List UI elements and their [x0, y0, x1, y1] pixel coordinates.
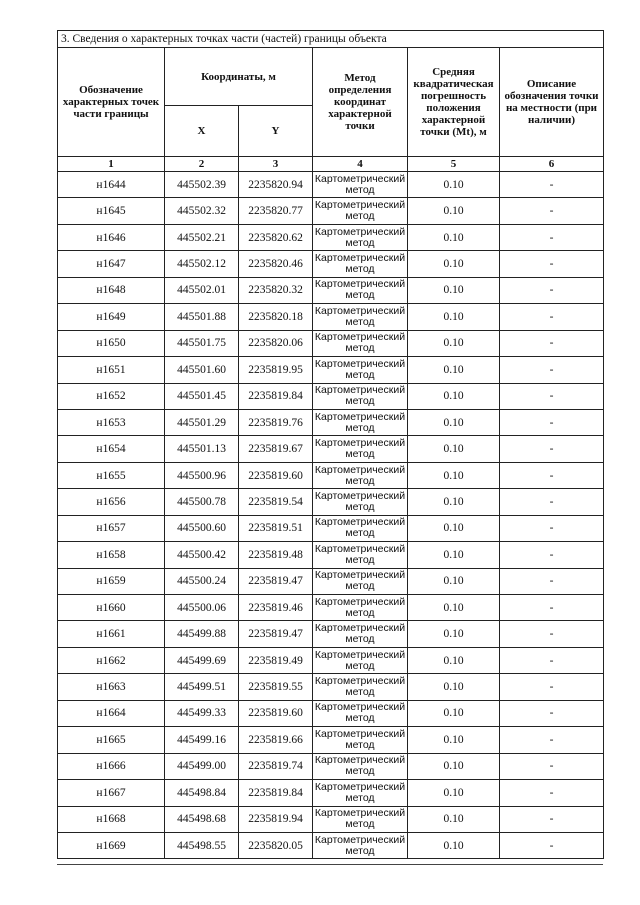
- method-line-1: Картометрический: [314, 780, 406, 793]
- method-cell: [313, 198, 408, 224]
- accuracy-value: 0.10: [408, 436, 500, 462]
- coord-y: 2235819.47: [239, 621, 313, 647]
- method-line-1: Картометрический: [314, 172, 406, 185]
- method-line-2: метод: [345, 712, 375, 725]
- method-line-2: метод: [345, 686, 375, 699]
- coord-x: 445498.68: [165, 806, 239, 832]
- accuracy-value: 0.10: [408, 647, 500, 673]
- method-cell: [313, 806, 408, 832]
- method-line-1: Картометрический: [314, 569, 406, 582]
- table-row: [58, 621, 604, 647]
- table-row: [58, 436, 604, 462]
- point-name: н1660: [58, 595, 165, 621]
- table-row: [58, 462, 604, 488]
- method-cell: [313, 832, 408, 858]
- point-name: н1668: [58, 806, 165, 832]
- accuracy-value: 0.10: [408, 198, 500, 224]
- coord-y: 2235819.54: [239, 489, 313, 515]
- boundary-points-table: [57, 30, 604, 859]
- table-row: [58, 595, 604, 621]
- page-divider: [57, 864, 603, 865]
- point-name: н1656: [58, 489, 165, 515]
- point-name: н1658: [58, 542, 165, 568]
- coord-y: 2235819.46: [239, 595, 313, 621]
- coord-y: 2235820.46: [239, 251, 313, 277]
- accuracy-value: 0.10: [408, 515, 500, 541]
- method-line-2: метод: [345, 844, 375, 857]
- method-line-2: метод: [345, 527, 375, 540]
- method-line-2: метод: [345, 659, 375, 672]
- coord-x: 445502.39: [165, 172, 239, 198]
- table-row: [58, 304, 604, 330]
- coord-y: 2235819.60: [239, 700, 313, 726]
- coord-y: 2235819.55: [239, 674, 313, 700]
- coord-y: 2235819.66: [239, 727, 313, 753]
- method-line-1: Картометрический: [314, 754, 406, 767]
- method-line-1: Картометрический: [314, 410, 406, 423]
- point-name: н1649: [58, 304, 165, 330]
- coord-x: 445502.01: [165, 277, 239, 303]
- point-name: н1662: [58, 647, 165, 673]
- coord-y: 2235819.74: [239, 753, 313, 779]
- coord-y: 2235819.67: [239, 436, 313, 462]
- point-description: -: [500, 674, 604, 700]
- point-name: н1650: [58, 330, 165, 356]
- point-description: -: [500, 727, 604, 753]
- point-description: -: [500, 806, 604, 832]
- point-description: -: [500, 357, 604, 383]
- method-cell: [313, 674, 408, 700]
- method-cell: [313, 753, 408, 779]
- table-row: [58, 806, 604, 832]
- method-line-2: метод: [345, 263, 375, 276]
- method-line-1: Картометрический: [314, 357, 406, 370]
- point-description: -: [500, 383, 604, 409]
- coord-x: 445498.55: [165, 832, 239, 858]
- method-line-1: Картометрический: [314, 278, 406, 291]
- point-description: -: [500, 304, 604, 330]
- table-row: [58, 647, 604, 673]
- method-line-1: Картометрический: [314, 489, 406, 502]
- method-cell: [313, 621, 408, 647]
- method-line-2: метод: [345, 633, 375, 646]
- method-cell: [313, 383, 408, 409]
- method-line-2: метод: [345, 580, 375, 593]
- method-cell: [313, 409, 408, 435]
- coord-x: 445502.12: [165, 251, 239, 277]
- coord-x: 445500.42: [165, 542, 239, 568]
- section-title: 3. Сведения о характерных точках части (частей) границы объекта: [58, 31, 604, 48]
- method-line-2: метод: [345, 765, 375, 778]
- coord-y: 2235819.76: [239, 409, 313, 435]
- method-line-2: метод: [345, 500, 375, 513]
- accuracy-value: 0.10: [408, 832, 500, 858]
- method-cell: [313, 277, 408, 303]
- method-line-1: Картометрический: [314, 225, 406, 238]
- coord-x: 445502.21: [165, 224, 239, 250]
- point-description: -: [500, 780, 604, 806]
- method-line-1: Картометрический: [314, 199, 406, 212]
- header-designation: Обозначение характерных точек части границы: [58, 48, 165, 157]
- point-name: н1666: [58, 753, 165, 779]
- point-description: -: [500, 251, 604, 277]
- point-description: -: [500, 489, 604, 515]
- point-name: н1669: [58, 832, 165, 858]
- point-name: н1654: [58, 436, 165, 462]
- method-cell: [313, 489, 408, 515]
- method-line-1: Картометрический: [314, 304, 406, 317]
- method-line-2: метод: [345, 315, 375, 328]
- coord-y: 2235820.18: [239, 304, 313, 330]
- method-line-1: Картометрический: [314, 833, 406, 846]
- method-line-2: метод: [345, 342, 375, 355]
- accuracy-value: 0.10: [408, 806, 500, 832]
- coord-y: 2235820.06: [239, 330, 313, 356]
- coord-x: 445499.51: [165, 674, 239, 700]
- table-row: [58, 251, 604, 277]
- point-name: н1645: [58, 198, 165, 224]
- method-cell: [313, 462, 408, 488]
- method-line-2: метод: [345, 818, 375, 831]
- method-line-2: метод: [345, 236, 375, 249]
- table-row: [58, 727, 604, 753]
- point-description: -: [500, 462, 604, 488]
- point-description: -: [500, 647, 604, 673]
- accuracy-value: 0.10: [408, 357, 500, 383]
- coord-y: 2235820.32: [239, 277, 313, 303]
- coord-y: 2235819.60: [239, 462, 313, 488]
- column-number: 3: [239, 157, 313, 172]
- coord-x: 445501.75: [165, 330, 239, 356]
- method-line-2: метод: [345, 606, 375, 619]
- accuracy-value: 0.10: [408, 595, 500, 621]
- header-row-1: [58, 48, 604, 106]
- accuracy-value: 0.10: [408, 780, 500, 806]
- column-number: 6: [500, 157, 604, 172]
- point-description: -: [500, 436, 604, 462]
- point-name: н1659: [58, 568, 165, 594]
- point-name: н1647: [58, 251, 165, 277]
- method-line-1: Картометрический: [314, 648, 406, 661]
- point-description: -: [500, 832, 604, 858]
- coord-x: 445501.45: [165, 383, 239, 409]
- method-cell: [313, 224, 408, 250]
- accuracy-value: 0.10: [408, 304, 500, 330]
- coord-x: 445499.00: [165, 753, 239, 779]
- method-cell: [313, 330, 408, 356]
- method-cell: [313, 727, 408, 753]
- coord-x: 445499.69: [165, 647, 239, 673]
- accuracy-value: 0.10: [408, 753, 500, 779]
- coord-y: 2235820.77: [239, 198, 313, 224]
- table-row: [58, 489, 604, 515]
- accuracy-value: 0.10: [408, 330, 500, 356]
- coord-x: 445501.29: [165, 409, 239, 435]
- method-line-1: Картометрический: [314, 542, 406, 555]
- table-row: [58, 753, 604, 779]
- coord-y: 2235819.95: [239, 357, 313, 383]
- coord-x: 445501.13: [165, 436, 239, 462]
- method-line-2: метод: [345, 448, 375, 461]
- accuracy-value: 0.10: [408, 568, 500, 594]
- header-coordinates: Координаты, м: [165, 48, 313, 106]
- method-line-1: Картометрический: [314, 701, 406, 714]
- coord-x: 445499.88: [165, 621, 239, 647]
- method-line-1: Картометрический: [314, 516, 406, 529]
- method-line-1: Картометрический: [314, 252, 406, 265]
- coord-x: 445500.60: [165, 515, 239, 541]
- table-row: [58, 515, 604, 541]
- header-description: Описание обозначения точки на местности (при наличии): [500, 48, 604, 157]
- coord-x: 445499.16: [165, 727, 239, 753]
- point-description: -: [500, 621, 604, 647]
- method-line-1: Картометрический: [314, 463, 406, 476]
- table-row: [58, 780, 604, 806]
- column-number: 2: [165, 157, 239, 172]
- document-page: [57, 30, 603, 859]
- table-row: [58, 409, 604, 435]
- method-line-2: метод: [345, 368, 375, 381]
- table-row: [58, 172, 604, 198]
- points-table-body: [58, 172, 604, 859]
- point-description: -: [500, 700, 604, 726]
- accuracy-value: 0.10: [408, 727, 500, 753]
- coord-x: 445500.78: [165, 489, 239, 515]
- coord-x: 445499.33: [165, 700, 239, 726]
- table-row: [58, 198, 604, 224]
- point-name: н1665: [58, 727, 165, 753]
- method-cell: [313, 595, 408, 621]
- coord-x: 445500.24: [165, 568, 239, 594]
- accuracy-value: 0.10: [408, 489, 500, 515]
- point-description: -: [500, 409, 604, 435]
- point-name: н1652: [58, 383, 165, 409]
- header-x: X: [165, 106, 239, 157]
- point-description: -: [500, 515, 604, 541]
- coord-x: 445502.32: [165, 198, 239, 224]
- coord-y: 2235819.84: [239, 383, 313, 409]
- point-name: н1664: [58, 700, 165, 726]
- method-line-1: Картометрический: [314, 675, 406, 688]
- coord-y: 2235819.94: [239, 806, 313, 832]
- point-description: -: [500, 568, 604, 594]
- accuracy-value: 0.10: [408, 383, 500, 409]
- header-method: Метод определения координат характерной точки: [313, 48, 408, 157]
- method-cell: [313, 357, 408, 383]
- accuracy-value: 0.10: [408, 542, 500, 568]
- method-line-2: метод: [345, 289, 375, 302]
- coord-x: 445500.96: [165, 462, 239, 488]
- accuracy-value: 0.10: [408, 409, 500, 435]
- header-y: Y: [239, 106, 313, 157]
- point-name: н1651: [58, 357, 165, 383]
- point-name: н1657: [58, 515, 165, 541]
- table-row: [58, 277, 604, 303]
- method-line-1: Картометрический: [314, 622, 406, 635]
- coord-x: 445500.06: [165, 595, 239, 621]
- coord-y: 2235819.47: [239, 568, 313, 594]
- point-description: -: [500, 330, 604, 356]
- method-cell: [313, 172, 408, 198]
- point-description: -: [500, 224, 604, 250]
- table-row: [58, 383, 604, 409]
- accuracy-value: 0.10: [408, 277, 500, 303]
- method-cell: [313, 780, 408, 806]
- coord-y: 2235820.94: [239, 172, 313, 198]
- coord-y: 2235819.84: [239, 780, 313, 806]
- method-cell: [313, 568, 408, 594]
- point-name: н1655: [58, 462, 165, 488]
- coord-y: 2235820.05: [239, 832, 313, 858]
- table-row: [58, 700, 604, 726]
- point-name: н1663: [58, 674, 165, 700]
- point-description: -: [500, 277, 604, 303]
- table-row: [58, 542, 604, 568]
- method-line-2: метод: [345, 738, 375, 751]
- header-accuracy: Средняя квадратическая погрешность положения характерной точки (Mt), м: [408, 48, 500, 157]
- point-description: -: [500, 753, 604, 779]
- point-description: -: [500, 172, 604, 198]
- method-cell: [313, 251, 408, 277]
- coord-y: 2235819.49: [239, 647, 313, 673]
- point-description: -: [500, 198, 604, 224]
- point-name: н1644: [58, 172, 165, 198]
- coord-x: 445501.88: [165, 304, 239, 330]
- method-cell: [313, 700, 408, 726]
- table-row: [58, 832, 604, 858]
- accuracy-value: 0.10: [408, 224, 500, 250]
- coord-y: 2235819.51: [239, 515, 313, 541]
- method-line-2: метод: [345, 553, 375, 566]
- method-line-1: Картометрический: [314, 595, 406, 608]
- point-description: -: [500, 595, 604, 621]
- point-name: н1648: [58, 277, 165, 303]
- table-row: [58, 568, 604, 594]
- table-row: [58, 357, 604, 383]
- method-line-2: метод: [345, 395, 375, 408]
- column-numbers-row: [58, 157, 604, 172]
- point-name: н1646: [58, 224, 165, 250]
- column-number: 5: [408, 157, 500, 172]
- method-line-2: метод: [345, 210, 375, 223]
- accuracy-value: 0.10: [408, 621, 500, 647]
- method-cell: [313, 542, 408, 568]
- method-cell: [313, 515, 408, 541]
- coord-x: 445501.60: [165, 357, 239, 383]
- method-cell: [313, 436, 408, 462]
- method-line-1: Картометрический: [314, 384, 406, 397]
- point-name: н1661: [58, 621, 165, 647]
- method-line-1: Картометрический: [314, 331, 406, 344]
- method-cell: [313, 647, 408, 673]
- column-number: 4: [313, 157, 408, 172]
- coord-y: 2235819.48: [239, 542, 313, 568]
- table-row: [58, 330, 604, 356]
- accuracy-value: 0.10: [408, 700, 500, 726]
- section-title-row: [58, 31, 604, 48]
- table-row: [58, 224, 604, 250]
- method-line-1: Картометрический: [314, 437, 406, 450]
- method-line-2: метод: [345, 421, 375, 434]
- accuracy-value: 0.10: [408, 251, 500, 277]
- table-row: [58, 674, 604, 700]
- accuracy-value: 0.10: [408, 462, 500, 488]
- method-line-1: Картометрический: [314, 727, 406, 740]
- accuracy-value: 0.10: [408, 674, 500, 700]
- method-line-2: метод: [345, 183, 375, 196]
- method-cell: [313, 304, 408, 330]
- point-name: н1667: [58, 780, 165, 806]
- accuracy-value: 0.10: [408, 172, 500, 198]
- method-line-2: метод: [345, 474, 375, 487]
- column-number: 1: [58, 157, 165, 172]
- coord-x: 445498.84: [165, 780, 239, 806]
- coord-y: 2235820.62: [239, 224, 313, 250]
- method-line-1: Картометрический: [314, 807, 406, 820]
- point-name: н1653: [58, 409, 165, 435]
- point-description: -: [500, 542, 604, 568]
- method-line-2: метод: [345, 791, 375, 804]
